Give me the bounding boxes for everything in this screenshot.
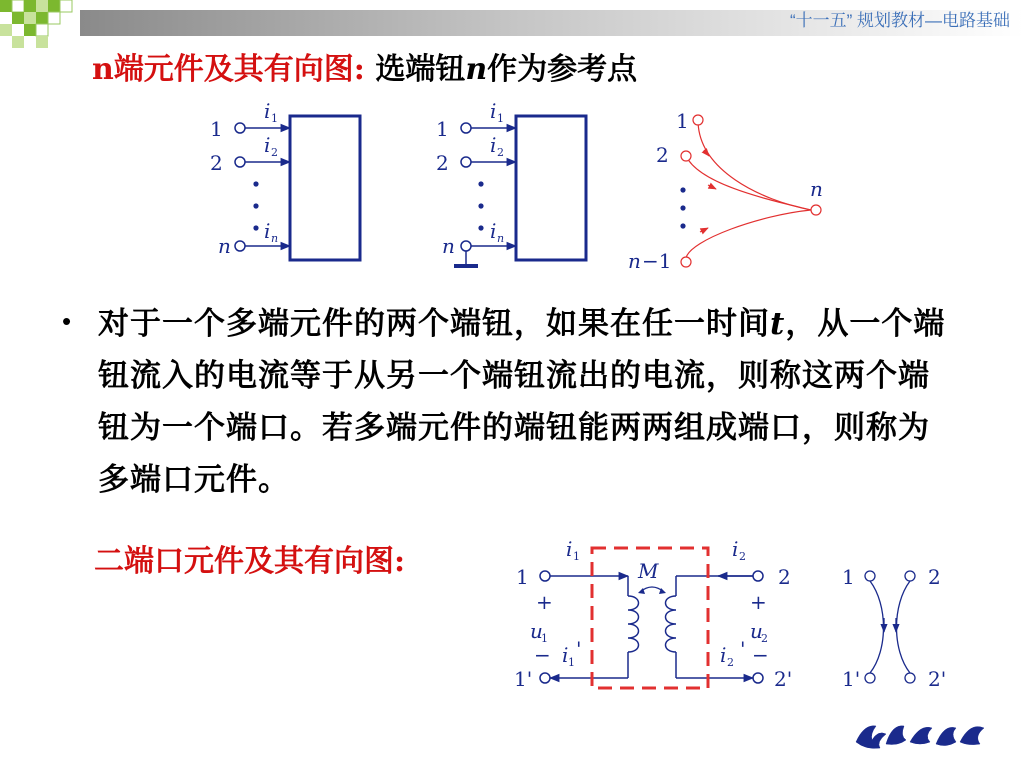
label-u2: u xyxy=(750,619,763,643)
heading-black-tail: 作为参考点 xyxy=(487,52,638,87)
heading-black-n: n xyxy=(465,52,488,87)
label-current-i2-sub: 2 xyxy=(271,146,278,159)
label-i2-sub: 2 xyxy=(739,550,746,563)
graph2-node-1prime xyxy=(865,673,875,683)
two-port-directed-graph xyxy=(865,571,915,683)
two-port-graph-labels xyxy=(842,565,946,691)
two-port-heading: 二端口元件及其有向图: xyxy=(94,544,406,579)
definition-text-part1: 对于一个多端元件的两个端钮，如果在任一时间 xyxy=(98,306,770,342)
label-current-in-sub: n xyxy=(271,232,279,245)
definition-text-part2: ，从一个端钮流入的电流等于从另一个端钮流出的电流，则称这两个端钮为一个端口。若多端元件的端钮能两两组成端口，则称为多端口元件。 xyxy=(98,306,946,498)
label-current-i1-sub: 1 xyxy=(497,112,504,125)
label-current-i2-sub: 2 xyxy=(497,146,504,159)
heading-red-text: 端元件及其有向图: xyxy=(113,52,365,87)
inductor-left xyxy=(628,596,639,652)
n-terminal-element-labels xyxy=(210,99,278,258)
terminal-1 xyxy=(461,123,471,133)
label-mutual: M xyxy=(638,559,659,583)
graph2-node-2prime xyxy=(905,673,915,683)
label-graph2-2: 2 xyxy=(928,565,941,589)
heading-n: n xyxy=(92,52,114,87)
label-i1prime: i xyxy=(562,643,569,667)
label-terminal-1: 1 xyxy=(436,117,449,141)
bullet-symbol: • xyxy=(62,306,72,336)
label-current-i2: i xyxy=(264,133,271,157)
label-port-2: 2 xyxy=(778,565,791,589)
label-u1: u xyxy=(530,619,543,643)
coupled-inductor-labels xyxy=(514,537,792,691)
university-logo xyxy=(856,726,984,749)
definition-t: t xyxy=(770,306,786,342)
element-box xyxy=(290,116,360,260)
label-i1prime-sub: 1 xyxy=(568,656,575,669)
label-current-i1: i xyxy=(490,99,497,123)
label-i2prime-sub: 2 xyxy=(727,656,734,669)
node-n-minus-1 xyxy=(681,257,691,267)
heading-black-text: 选端钮 xyxy=(375,52,466,87)
label-u1-sub: 1 xyxy=(541,632,548,645)
edge-2 xyxy=(686,156,811,210)
label-terminal-2: 2 xyxy=(436,151,449,175)
reference-node-labels xyxy=(436,99,504,258)
graph2-node-1 xyxy=(865,571,875,581)
graph2-edge-1 xyxy=(870,581,884,673)
node-n xyxy=(811,205,821,215)
label-current-in: i xyxy=(264,219,271,243)
terminal-n xyxy=(461,241,471,251)
graph2-node-2 xyxy=(905,571,915,581)
label-i2prime: i xyxy=(720,643,727,667)
label-graph2-2prime: 2' xyxy=(928,667,947,691)
label-u2-minus: − xyxy=(752,643,769,667)
node-1 xyxy=(693,115,703,125)
n-terminal-graph-labels xyxy=(628,109,823,273)
label-node-2: 2 xyxy=(656,143,669,167)
label-i1-sub: 1 xyxy=(573,550,580,563)
label-port-1prime: 1' xyxy=(514,667,533,691)
node-2 xyxy=(681,151,691,161)
reference-node-diagram xyxy=(454,116,586,266)
label-graph2-1: 1 xyxy=(842,565,855,589)
label-i1: i xyxy=(566,537,573,561)
label-current-i1: i xyxy=(264,99,271,123)
label-current-i1-sub: 1 xyxy=(271,112,278,125)
n-terminal-element-diagram xyxy=(235,116,360,260)
n-terminal-directed-graph xyxy=(680,115,821,267)
label-current-i2: i xyxy=(490,133,497,157)
terminal-2 xyxy=(235,157,245,167)
port-terminal-2 xyxy=(753,571,763,581)
label-u2-plus: + xyxy=(750,590,767,614)
label-u1-plus: + xyxy=(536,590,553,614)
label-port-1: 1 xyxy=(516,565,529,589)
label-node-n: n xyxy=(810,177,823,201)
terminal-2 xyxy=(461,157,471,167)
label-terminal-2: 2 xyxy=(210,151,223,175)
label-node-n-minus-1-tail: −1 xyxy=(642,249,672,273)
label-current-in-sub: n xyxy=(497,232,505,245)
edge-n-1 xyxy=(686,210,811,258)
port-terminal-1 xyxy=(540,571,550,581)
label-i1prime-mark: ' xyxy=(576,637,582,661)
inductor-right xyxy=(666,596,677,652)
label-terminal-1: 1 xyxy=(210,117,223,141)
port-terminal-2prime xyxy=(753,673,763,683)
course-title: “十一五” 规划教材—电路基础 xyxy=(789,11,1010,30)
label-node-1: 1 xyxy=(676,109,689,133)
port-terminal-1prime xyxy=(540,673,550,683)
label-terminal-n: n xyxy=(442,234,455,258)
label-terminal-n: n xyxy=(218,234,231,258)
label-i2prime-mark: ' xyxy=(740,637,746,661)
graph2-edge-2 xyxy=(897,581,911,673)
definition-text xyxy=(98,298,958,506)
terminal-n xyxy=(235,241,245,251)
label-u2-sub: 2 xyxy=(761,632,768,645)
element-box xyxy=(516,116,586,260)
edge-1 xyxy=(698,120,811,210)
label-u1-minus: − xyxy=(534,643,551,667)
label-i2: i xyxy=(732,537,739,561)
label-port-2prime: 2' xyxy=(774,667,793,691)
terminal-1 xyxy=(235,123,245,133)
label-graph2-1prime: 1' xyxy=(842,667,861,691)
label-node-n-minus-1-n: n xyxy=(628,249,641,273)
label-current-in: i xyxy=(490,219,497,243)
